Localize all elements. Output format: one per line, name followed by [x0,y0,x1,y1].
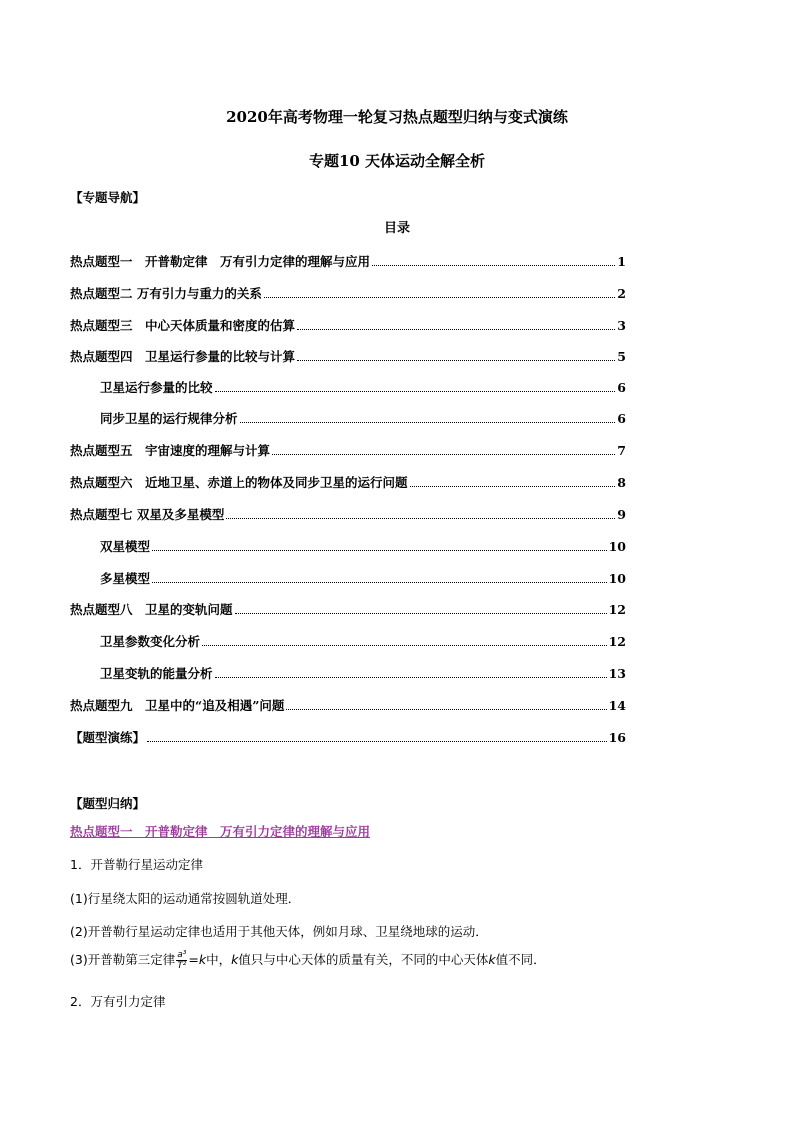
toc-leader-dots [297,328,615,330]
toc-leader-dots [297,359,615,361]
toc-entry-label: 热点题型八 卫星的变轨问题 [70,602,233,617]
toc-entry-page: 12 [608,602,626,617]
toc-entry[interactable] [70,284,626,302]
toc-entry-label: 卫星参数变化分析 [100,634,201,649]
k-symbol: k [488,952,496,967]
equals-sign: = [188,952,199,967]
toc-entry[interactable] [70,347,626,365]
toc-entry[interactable] [70,316,626,334]
toc-leader-dots [147,740,607,742]
formula-text: 值不同． [495,952,546,967]
toc-leader-dots [235,612,607,614]
hot-topic-link[interactable]: 热点题型一 开普勒定律 万有引力定律的理解与应用 [70,824,371,839]
toc-entry[interactable] [100,537,626,555]
toc-entry-label: 同步卫星的运行规律分析 [100,411,238,426]
toc-entry-page: 7 [617,443,626,458]
toc-leader-dots [202,644,607,646]
toc-entry[interactable] [100,569,626,587]
toc-heading: 目录 [383,221,410,236]
toc-leader-dots [152,549,607,551]
k-symbol: k [231,952,239,967]
toc-entry[interactable] [70,696,626,714]
toc-entry[interactable] [100,409,626,427]
body-line: 1．开普勒行星运动定律 [70,857,203,872]
toc-entry-label: 多星模型 [100,571,151,586]
formula-text: 值只与中心天体的质量有关，不同的中心天体 [238,952,489,967]
toc-entry-page: 8 [617,475,626,490]
toc-entry[interactable] [100,632,626,650]
nav-heading: 【专题导航】 [70,190,146,205]
toc-leader-dots [410,485,616,487]
toc-entry[interactable] [100,378,626,396]
toc-entry[interactable] [70,252,626,270]
toc-entry[interactable] [70,441,626,459]
body-line: (1)行星绕太阳的运动通常按圆轨道处理． [70,891,301,906]
fraction-denominator: T² [177,961,187,971]
toc-leader-dots [372,264,615,266]
toc-entry[interactable] [70,505,626,523]
toc-entry[interactable] [70,728,626,746]
toc-entry-label: 热点题型五 宇宙速度的理解与计算 [70,443,271,458]
toc-entry-label: 热点题型六 近地卫星、赤道上的物体及同步卫星的运行问题 [70,475,408,490]
toc-entry-page: 1 [617,254,626,269]
toc-entry-page: 5 [617,349,626,364]
toc-leader-dots [286,708,606,710]
body-line: (2)开普勒行星运动定律也适用于其他天体，例如月球、卫星绕地球的运动． [70,924,488,939]
toc-entry-page: 10 [608,571,626,586]
summary-heading: 【题型归纳】 [70,796,146,811]
toc-entry-label: 【题型演练】 [70,730,146,745]
body-line: 2．万有引力定律 [70,994,166,1009]
toc-entry-label: 卫星运行参量的比较 [100,380,213,395]
toc-entry-page: 14 [608,698,626,713]
toc-entry-label: 热点题型四 卫星运行参量的比较与计算 [70,349,296,364]
toc-entry-label: 热点题型三 中心天体质量和密度的估算 [70,318,296,333]
body-line-formula [70,950,546,971]
toc-entry-page: 6 [617,411,626,426]
toc-entry-page: 10 [608,539,626,554]
toc-entry-label: 热点题型二 万有引力与重力的关系 [70,286,262,301]
toc-entry-page: 3 [617,318,626,333]
toc-leader-dots [215,676,607,678]
toc-entry-page: 9 [617,507,626,522]
toc-leader-dots [240,421,616,423]
formula-text: 中， [206,952,232,967]
toc-leader-dots [272,453,615,455]
toc-entry-label: 热点题型七 双星及多星模型 [70,507,225,522]
toc-entry-label: 热点题型九 卫星中的“追及相遇”问题 [70,698,285,713]
toc-entry-page: 6 [617,380,626,395]
toc-entry-page: 16 [608,730,626,745]
toc-entry-page: 2 [617,286,626,301]
k-symbol: k [198,952,207,967]
formula-prefix: (3)开普勒第三定律 [70,952,176,967]
document-title: 2020年高考物理一轮复习热点题型归纳与变式演练 [226,108,568,126]
document-subtitle: 专题10 天体运动全解全析 [308,152,486,170]
toc-entry[interactable] [70,600,626,618]
fraction-numerator: a³ [177,950,187,960]
toc-entry[interactable] [100,664,626,682]
fraction [176,950,187,971]
toc-entry-label: 双星模型 [100,539,151,554]
toc-entry-page: 12 [608,634,626,649]
toc-entry-page: 13 [608,666,626,681]
toc-leader-dots [264,296,615,298]
toc-leader-dots [226,517,615,519]
toc-leader-dots [215,390,616,392]
toc-entry-label: 热点题型一 开普勒定律 万有引力定律的理解与应用 [70,254,371,269]
toc-entry[interactable] [70,473,626,491]
toc-leader-dots [152,581,607,583]
toc-entry-label: 卫星变轨的能量分析 [100,666,213,681]
